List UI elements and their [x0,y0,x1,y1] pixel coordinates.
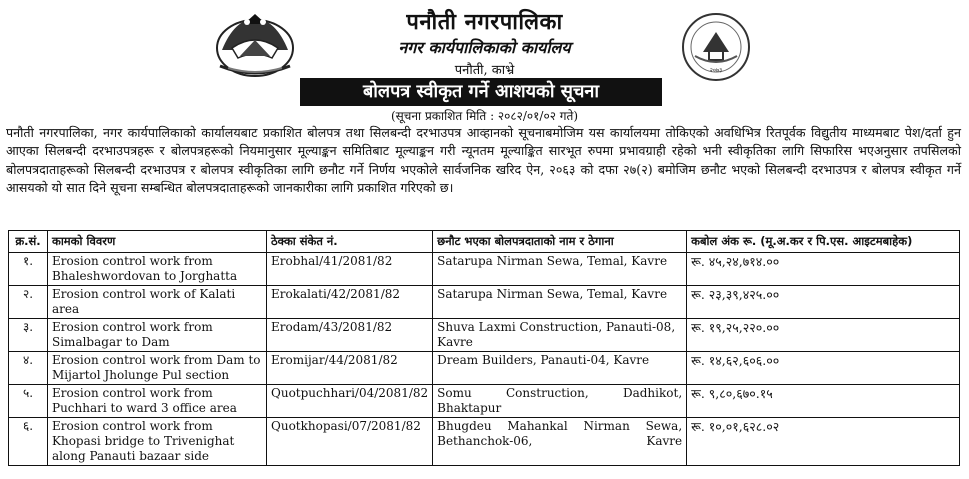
header-work: कामको विवरण [48,231,267,253]
municipality-name: पनौती नगरपालिका [406,10,563,35]
row-sn: ४. [9,352,48,385]
row-work: Erosion control work of Kalati area [48,286,267,319]
row-amount: रू. २३,३९,४२५.०० [687,286,960,319]
row-code: Erobhal/41/2081/82 [267,253,433,286]
office-location: पनौती, काभ्रे [454,63,515,78]
row-bidder: Satarupa Nirman Sewa, Temal, Kavre [433,286,687,319]
row-amount: रू. १०,०१,६२८.०२ [687,418,960,466]
row-amount: रू. ४५,२४,७१४.०० [687,253,960,286]
header-amount: कबोल अंक रू. (मू.अ.कर र पि.एस. आइटमबाहेक) [687,231,960,253]
row-amount: रू. १९,२५,२२०.०० [687,319,960,352]
row-work: Erosion control work from Simalbagar to Dam [48,319,267,352]
row-code: Eromijar/44/2081/82 [267,352,433,385]
notice-body-text: पनौती नगरपालिका, नगर कार्यपालिकाको कार्यालयबाट प्रकाशित बोलपत्र तथा सिलबन्दी दरभाउपत्र आव्हानको सूचनाबमोजिम यस कार्यालयमा तोकिएको अवधिभित्र रितपूर्वक विद्युतीय माध्यमबाट पेश/दर्ता हुन आएका सिलबन्दी दरभाउपत्रहरू र बोलपत्रहरूको नियमानुसार मूल्याङ्कन समितिबाट मूल्याङ्कन गरी न्यूनतम मूल्याङ्कित सारभूत रुपमा प्रभावग्राही रहेको भनी स्वीकृतिका लागि सिफारिस भएअनुसार तपसिलको बोलपत्रदाताहरूको सिलबन्दी दरभाउपत्र र बोलपत्र स्वीकृतिका लागि छनौट गर्ने निर्णय भएकोले सार्वजनिक खरिद ऐन, २०६३ को दफा २७(२) बमोजिम छनौट भएको सिलबन्दी दरभाउपत्र र बोलपत्र स्वीकृत गर्ने आसयको यो सात दिने सूचना सम्बन्धित बोलपत्रदाताहरूको जानकारीका लागि प्रकाशित गरिएको छ। [6,125,961,195]
row-code: Quotpuchhari/04/2081/82 [267,385,433,418]
seal-year: २०७३ [709,67,723,74]
notice-header [0,0,969,122]
row-amount: रू. १४,६२,६०६.०० [687,352,960,385]
row-code: Quotkhopasi/07/2081/82 [267,418,433,466]
table-row [9,319,960,352]
row-bidder: Shuva Laxmi Construction, Panauti-08, Kavre [433,319,687,352]
row-amount: रू. ९,८०,६७०.१५ [687,385,960,418]
row-bidder: Bhugdeu Mahankal Nirman Sewa, Bethanchok-06, Kavre [433,418,687,466]
row-work: Erosion control work from Puchhari to ward 3 office area [48,385,267,418]
row-bidder: Satarupa Nirman Sewa, Temal, Kavre [433,253,687,286]
row-sn: १. [9,253,48,286]
header-sn: क्र.सं. [9,231,48,253]
publish-date: (सूचना प्रकाशित मिति : २०८२/०१/०२ गते) [390,109,579,123]
table-row [9,253,960,286]
table-row [9,385,960,418]
table-row [9,286,960,319]
row-sn: ५. [9,385,48,418]
table-row [9,418,960,466]
row-bidder: Dream Builders, Panauti-04, Kavre [433,352,687,385]
row-sn: ३. [9,319,48,352]
row-sn: २. [9,286,48,319]
table-header-row [9,231,960,253]
row-work: Erosion control work from Bhaleshwordovan to Jorghatta [48,253,267,286]
row-code: Erodam/43/2081/82 [267,319,433,352]
row-bidder: Somu Construction, Dadhikot, Bhaktapur [433,385,687,418]
row-work: Erosion control work from Dam to Mijartol Jholunge Pul section [48,352,267,385]
header-bidder: छनौट भएका बोलपत्रदाताको नाम र ठेगाना [433,231,687,253]
table-row [9,352,960,385]
notice-title-banner: बोलपत्र स्वीकृत गर्ने आशयको सूचना [300,78,662,106]
row-sn: ६. [9,418,48,466]
header-code: ठेक्का संकेत नं. [267,231,433,253]
office-name: नगर कार्यपालिकाको कार्यालय [398,38,571,57]
row-work: Erosion control work from Khopasi bridge to Trivenighat along Panauti bazaar side [48,418,267,466]
row-code: Erokalati/42/2081/82 [267,286,433,319]
selected-bidders-table [8,230,960,466]
municipality-seal-icon [681,12,751,82]
